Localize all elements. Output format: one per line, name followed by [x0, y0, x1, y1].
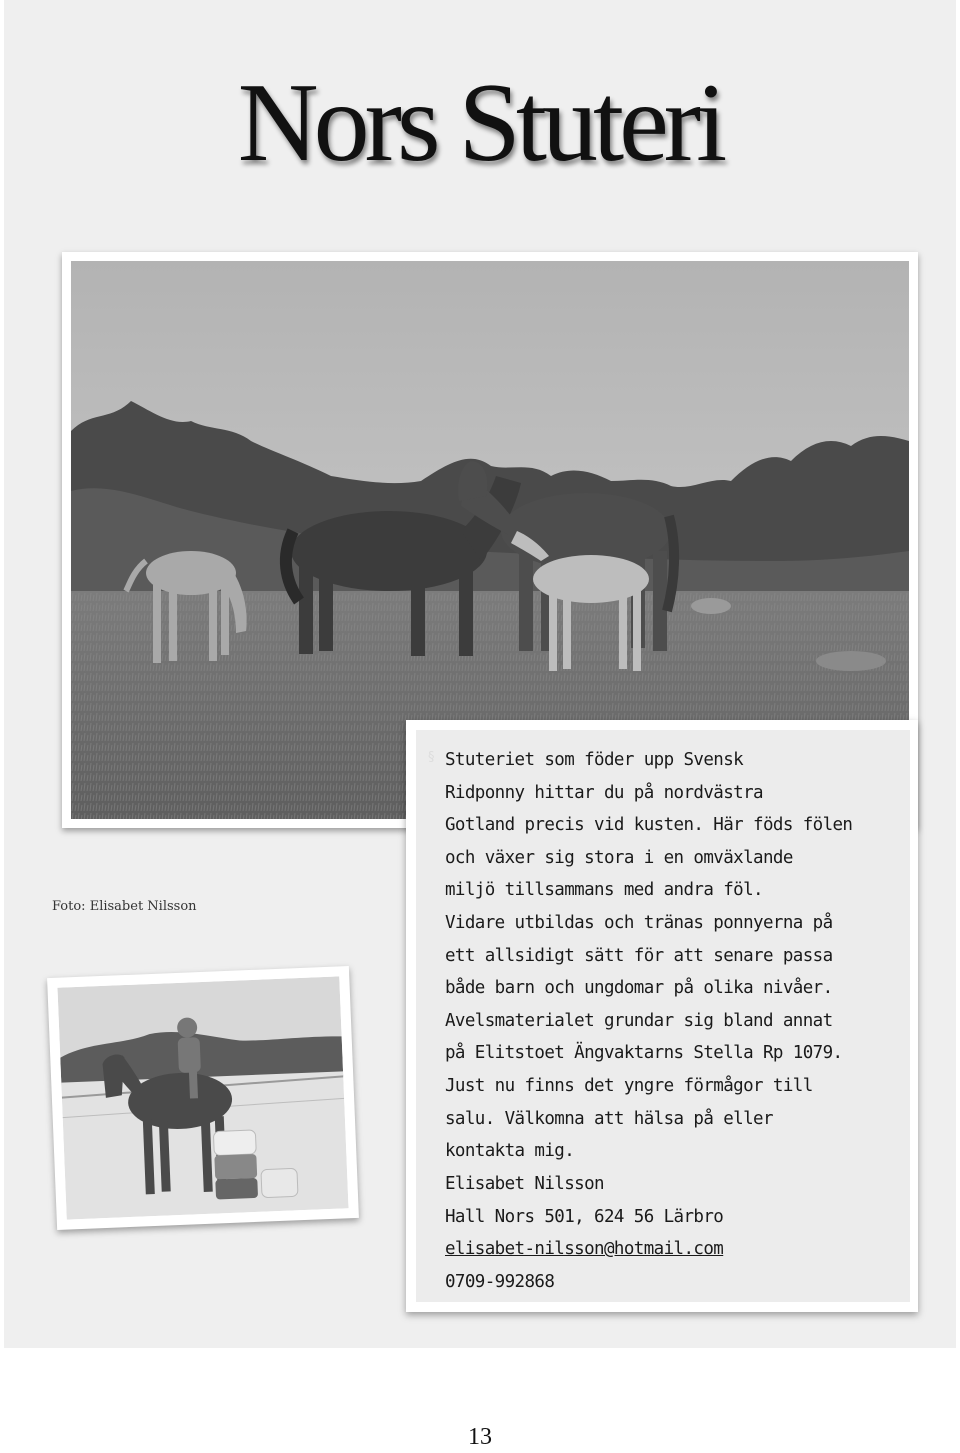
rider-photo [57, 976, 348, 1219]
body-text [445, 744, 907, 1168]
contact-name: Elisabet Nilsson [445, 1174, 604, 1194]
contact-phone: 0709-992868 [445, 1272, 555, 1292]
body-line: Vidare utbildas och tränas ponnyerna på [445, 912, 833, 933]
body-line: miljö tillsammans med andra föl. [445, 880, 763, 901]
contact-email-link[interactable]: elisabet-nilsson@hotmail.com [445, 1239, 724, 1259]
text-box [406, 720, 918, 1312]
section-mark: § [428, 750, 435, 765]
body-line: både barn och ungdomar på olika nivåer. [445, 978, 833, 999]
photo-caption: Foto: Elisabet Nilsson [52, 899, 197, 914]
contact-email-line [445, 1233, 907, 1266]
page-number: 13 [468, 1424, 492, 1450]
small-photo-frame [47, 966, 359, 1230]
body-line: Stuteriet som föder upp Svensk [445, 750, 744, 770]
body-line: Ridponny hittar du på nordvästra [445, 782, 763, 803]
body-line: Gotland precis vid kusten. Här föds fölen [445, 815, 853, 836]
body-line: Just nu finns det yngre förmågor till [445, 1075, 813, 1096]
page-title: Nors Stuteri [237, 61, 723, 185]
body-line: salu. Välkomna att hälsa på eller [445, 1108, 773, 1129]
contact-address: Hall Nors 501, 624 56 Lärbro [445, 1207, 724, 1227]
body-line: kontakta mig. [445, 1141, 575, 1162]
body-line: på Elitstoet Ängvaktarns Stella Rp 1079. [445, 1043, 843, 1064]
body-line: Avelsmaterialet grundar sig bland annat [445, 1010, 833, 1031]
body-line: ett allsidigt sätt för att senare passa [445, 945, 833, 966]
body-line: och växer sig stora i en omväxlande [445, 847, 793, 868]
